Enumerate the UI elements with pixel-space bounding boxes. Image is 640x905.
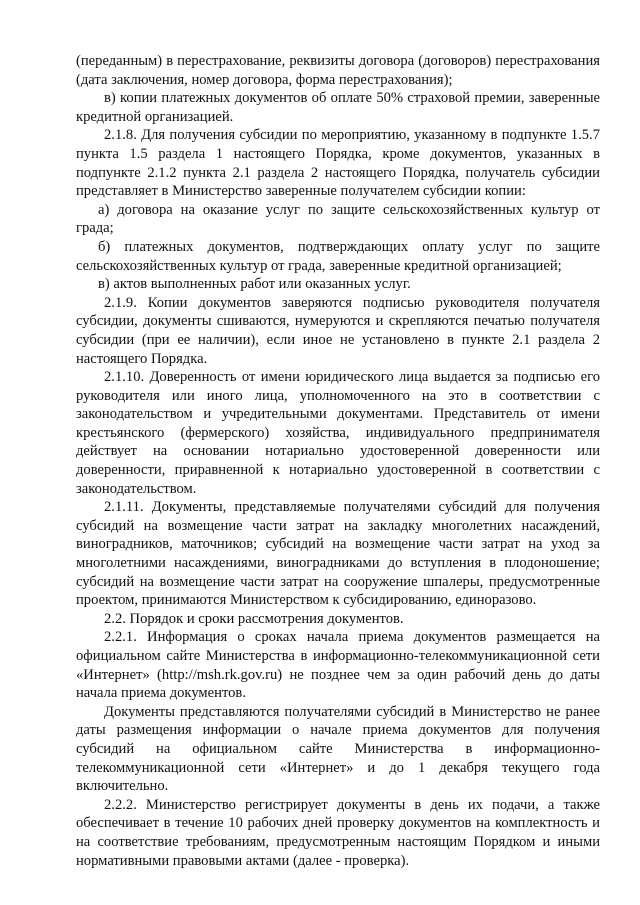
paragraph-2-1-10: 2.1.10. Доверенность от имени юридического лица выдается за подписью его руководителя или иного лица, уполномоченного на это в соответствии с законодательством и учредительными документами. Представитель от имени крестьянского (фермерского) хозяйства, индивидуального предпринимателя действует на основании нотариально удостоверенной доверенности или доверенности, приравненной к нотариально удостоверенной в соответствии с законодательством. [76,369,600,497]
paragraph-item-v-premium: в) копии платежных документов об оплате 50% страховой премии, заверенные кредитной организацией. [76,90,600,125]
paragraph-item-b-payments: б) платежных документов, подтверждающих оплату услуг по защите сельскохозяйственных культур от града, заверенные кредитной организацией; [76,238,600,274]
paragraph-2-1-8: 2.1.8. Для получения субсидии по мероприятию, указанному в подпункте 1.5.7 пункта 1.5 раздела 1 настоящего Порядка, кроме документов, указанных в подпункте 2.1.2 пункта 2.1 раздела 2 настоящего Порядка, получатель субсидии представляет в Министерство заверенные получателем субсидии копии: [76,127,600,200]
paragraph-continuation: (переданным) в перестрахование, реквизиты договора (договоров) перестрахования (дата заключения, номер договора, форма перестрахования); [76,53,600,88]
paragraph-2-2-2: 2.2.2. Министерство регистрирует документы в день их подачи, а также обеспечивает в течение 10 рабочих дней проверку документов на комплектность и на соответствие требованиям, предусмотренным настоящим Порядком и иными нормативными правовыми актами (далее - проверка). [76,796,600,869]
paragraph-2-1-9: 2.1.9. Копии документов заверяются подписью руководителя получателя субсидии, документы сшиваются, нумеруются и скрепляются печатью получателя субсидии (при ее наличии), если иное не установлено в пункте 2.1 раздела 2 настоящего Порядка. [76,294,600,367]
paragraph-submission-deadline: Документы представляются получателями субсидий в Министерство не ранее даты размещения информации о начале приема документов для получения субсидий на официальном сайте Министерства в информационно-телекоммуникационной сети «Интернет» и до 1 декабря текущего года включительно. [76,703,600,795]
document-page [76,52,600,870]
paragraph-item-v-acts: в) актов выполненных работ или оказанных услуг. [98,276,411,293]
paragraph-2-1-11: 2.1.11. Документы, представляемые получателями субсидий для получения субсидий на возмещение части затрат на закладку многолетних насаждений, виноградников, маточников; субсидий на возмещение части затрат на уход за многолетними насаждениями, виноградниками до вступления в плодоношение; субсидий на возмещение части затрат на сооружение шпалеры, предусмотренные проектом, принимаются Министерством к субсидированию, единоразово. [76,499,600,609]
paragraph-2-2-1: 2.2.1. Информация о сроках начала приема документов размещается на официальном сайте Министерства в информационно-телекоммуникационной сети «Интернет» (http://msh.rk.gov.ru) не позднее чем за один рабочий день до даты начала приема документов. [76,629,600,702]
paragraph-item-a-contract: а) договора на оказание услуг по защите сельскохозяйственных культур от града; [76,201,600,237]
section-heading-2-2: 2.2. Порядок и сроки рассмотрения документов. [104,610,404,627]
